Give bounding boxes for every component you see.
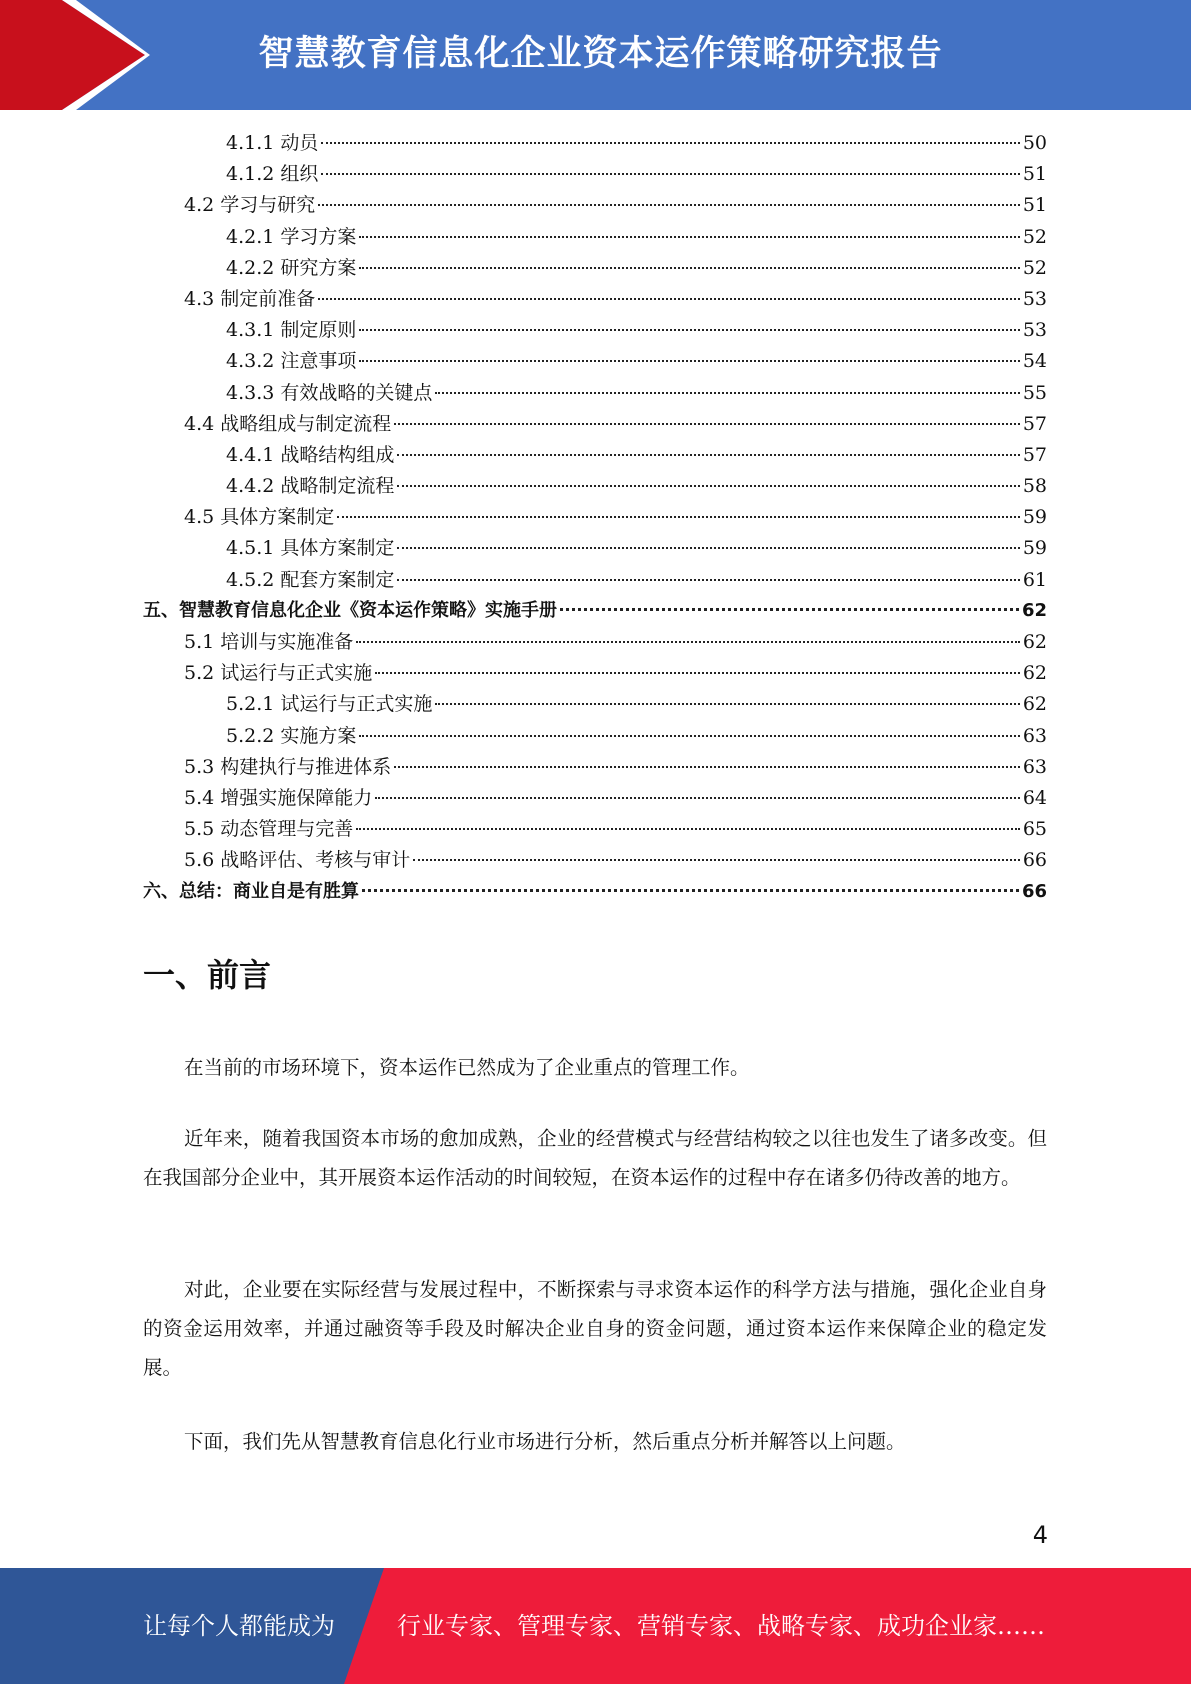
toc-entry-label: 4.5 具体方案制定 (184, 506, 335, 529)
toc-entry-label: 5.1 培训与实施准备 (184, 631, 354, 653)
toc-entry-page: 63 (1022, 724, 1047, 747)
toc-entry[interactable] (143, 440, 1047, 471)
toc-leader-dots (362, 889, 1019, 892)
paragraph: 在当前的市场环境下，资本运作已然成为了企业重点的管理工作。 (184, 1056, 750, 1079)
toc-entry[interactable] (143, 190, 1047, 221)
toc-entry-label: 5.6 战略评估、考核与审计 (184, 849, 411, 872)
toc-entry[interactable] (143, 315, 1047, 346)
toc-entry-page: 59 (1022, 537, 1047, 560)
toc-entry[interactable] (143, 378, 1047, 409)
toc-entry-page: 59 (1022, 506, 1047, 529)
toc-entry-label: 4.2.2 研究方案 (226, 256, 357, 279)
toc-leader-dots (375, 797, 1020, 799)
toc-entry-label: 4.4.1 战略结构组成 (226, 443, 395, 466)
toc-entry-page: 54 (1022, 350, 1047, 373)
toc-leader-dots (359, 735, 1019, 737)
toc-entry-label: 5.2 试运行与正式实施 (184, 662, 373, 685)
page-header (0, 0, 1191, 110)
toc-entry-label: 4.2.1 学习方案 (226, 225, 357, 248)
toc-entry-label: 5.5 动态管理与完善 (184, 818, 354, 841)
toc-entry-label: 4.1.2 组织 (226, 163, 319, 186)
toc-leader-dots (359, 236, 1019, 238)
toc-entry-label: 4.4 战略组成与制定流程 (184, 412, 392, 435)
toc-entry-label: 六、总结：商业自是有胜算 (143, 880, 359, 902)
toc-entry[interactable] (143, 752, 1047, 783)
toc-entry-page: 55 (1022, 381, 1047, 404)
toc-leader-dots (359, 329, 1019, 331)
toc-entry-page: 57 (1022, 443, 1047, 466)
toc-entry[interactable] (143, 471, 1047, 502)
toc-leader-dots (359, 267, 1019, 269)
toc-leader-dots (356, 641, 1020, 643)
toc-entry-page: 53 (1022, 287, 1047, 310)
toc-leader-dots (394, 766, 1020, 768)
section-heading: 一、前言 (143, 956, 272, 994)
toc-entry-label: 4.5.2 配套方案制定 (226, 568, 395, 591)
toc-leader-dots (560, 608, 1019, 611)
toc-leader-dots (318, 204, 1020, 206)
toc-entry[interactable] (143, 346, 1047, 377)
toc-entry-page: 63 (1022, 755, 1047, 778)
toc-entry-page: 50 (1022, 132, 1047, 154)
page-footer (0, 1568, 1191, 1684)
toc-entry[interactable] (143, 814, 1047, 845)
toc-entry-page: 62 (1022, 662, 1047, 685)
toc-leader-dots (435, 703, 1019, 705)
footer-slogan-right: 行业专家、管理专家、营销专家、战略专家、成功企业家…… (397, 1612, 1045, 1640)
paragraph: 近年来，随着我国资本市场的愈加成熟，企业的经营模式与经营结构较之以往也发生了诸多改变。但在我国部分企业中，其开展资本运作活动的时间较短，在资本运作的过程中存在诸多仍待改善的地方。 (143, 1127, 1047, 1189)
toc-entry[interactable] (143, 877, 1047, 908)
toc-entry[interactable] (143, 533, 1047, 564)
toc-entry[interactable] (143, 502, 1047, 533)
toc-entry-label: 4.3.2 注意事项 (226, 350, 357, 373)
toc-entry-page: 62 (1022, 631, 1047, 653)
paragraph: 对此，企业要在实际经营与发展过程中，不断探索与寻求资本运作的科学方法与措施，强化企业自身的资金运用效率，并通过融资等手段及时解决企业自身的资金问题，通过资本运作来保障企业的稳定发展。 (143, 1278, 1047, 1379)
toc-entry-page: 65 (1022, 818, 1047, 841)
toc-entry-label: 5.4 增强实施保障能力 (184, 786, 373, 809)
toc-entry[interactable] (143, 721, 1047, 752)
toc-entry-page: 57 (1022, 412, 1047, 435)
toc-entry-page: 53 (1022, 319, 1047, 342)
toc-entry[interactable] (143, 409, 1047, 440)
toc-entry[interactable] (143, 658, 1047, 689)
toc-leader-dots (397, 454, 1019, 456)
toc-leader-dots (435, 392, 1019, 394)
toc-leader-dots (397, 579, 1019, 581)
toc-entry[interactable] (143, 222, 1047, 253)
toc-entry-label: 5.2.2 实施方案 (226, 724, 357, 747)
toc-entry-page: 62 (1021, 599, 1047, 621)
toc-entry-page: 64 (1022, 786, 1047, 809)
toc-entry-page: 62 (1022, 693, 1047, 716)
paragraph: 下面，我们先从智慧教育信息化行业市场进行分析，然后重点分析并解答以上问题。 (184, 1430, 906, 1453)
toc-leader-dots (397, 547, 1019, 549)
toc-entry-page: 58 (1022, 475, 1047, 498)
toc-entry-page: 52 (1022, 256, 1047, 279)
toc-entry[interactable] (143, 596, 1047, 627)
toc-entry[interactable] (143, 845, 1047, 876)
toc-entry[interactable] (143, 783, 1047, 814)
table-of-contents (143, 128, 1047, 908)
toc-entry-page: 52 (1022, 225, 1047, 248)
toc-leader-dots (321, 173, 1019, 175)
toc-entry[interactable] (143, 565, 1047, 596)
toc-entry-label: 4.3.3 有效战略的关键点 (226, 381, 433, 404)
toc-entry-page: 66 (1021, 880, 1047, 902)
toc-entry[interactable] (143, 284, 1047, 315)
toc-leader-dots (337, 516, 1020, 518)
footer-slogan-left: 让每个人都能成为 (143, 1612, 335, 1640)
toc-entry-label: 4.3 制定前准备 (184, 287, 316, 310)
toc-entry-label: 4.4.2 战略制定流程 (226, 475, 395, 498)
toc-entry-label: 五、智慧教育信息化企业《资本运作策略》实施手册 (143, 599, 557, 621)
toc-leader-dots (397, 485, 1019, 487)
toc-entry-page: 61 (1022, 568, 1047, 591)
toc-entry-label: 5.2.1 试运行与正式实施 (226, 693, 433, 716)
toc-entry-page: 66 (1022, 849, 1047, 872)
toc-entry[interactable] (143, 253, 1047, 284)
toc-entry[interactable] (143, 128, 1047, 159)
toc-entry[interactable] (143, 627, 1047, 658)
toc-entry-label: 4.1.1 动员 (226, 132, 319, 154)
toc-entry-label: 4.2 学习与研究 (184, 194, 316, 217)
toc-leader-dots (318, 298, 1020, 300)
toc-leader-dots (413, 859, 1020, 861)
toc-leader-dots (321, 142, 1019, 144)
toc-leader-dots (375, 672, 1020, 674)
toc-entry-label: 4.3.1 制定原则 (226, 319, 357, 342)
toc-entry-label: 5.3 构建执行与推进体系 (184, 755, 392, 778)
toc-entry[interactable] (143, 159, 1047, 190)
toc-entry-page: 51 (1022, 194, 1047, 217)
toc-entry-page: 51 (1022, 163, 1047, 186)
toc-leader-dots (394, 423, 1020, 425)
toc-entry[interactable] (143, 689, 1047, 720)
toc-leader-dots (359, 360, 1019, 362)
toc-entry-label: 4.5.1 具体方案制定 (226, 537, 395, 560)
page-number: 4 (1032, 1521, 1048, 1549)
report-title: 智慧教育信息化企业资本运作策略研究报告 (258, 34, 943, 74)
toc-leader-dots (356, 828, 1020, 830)
